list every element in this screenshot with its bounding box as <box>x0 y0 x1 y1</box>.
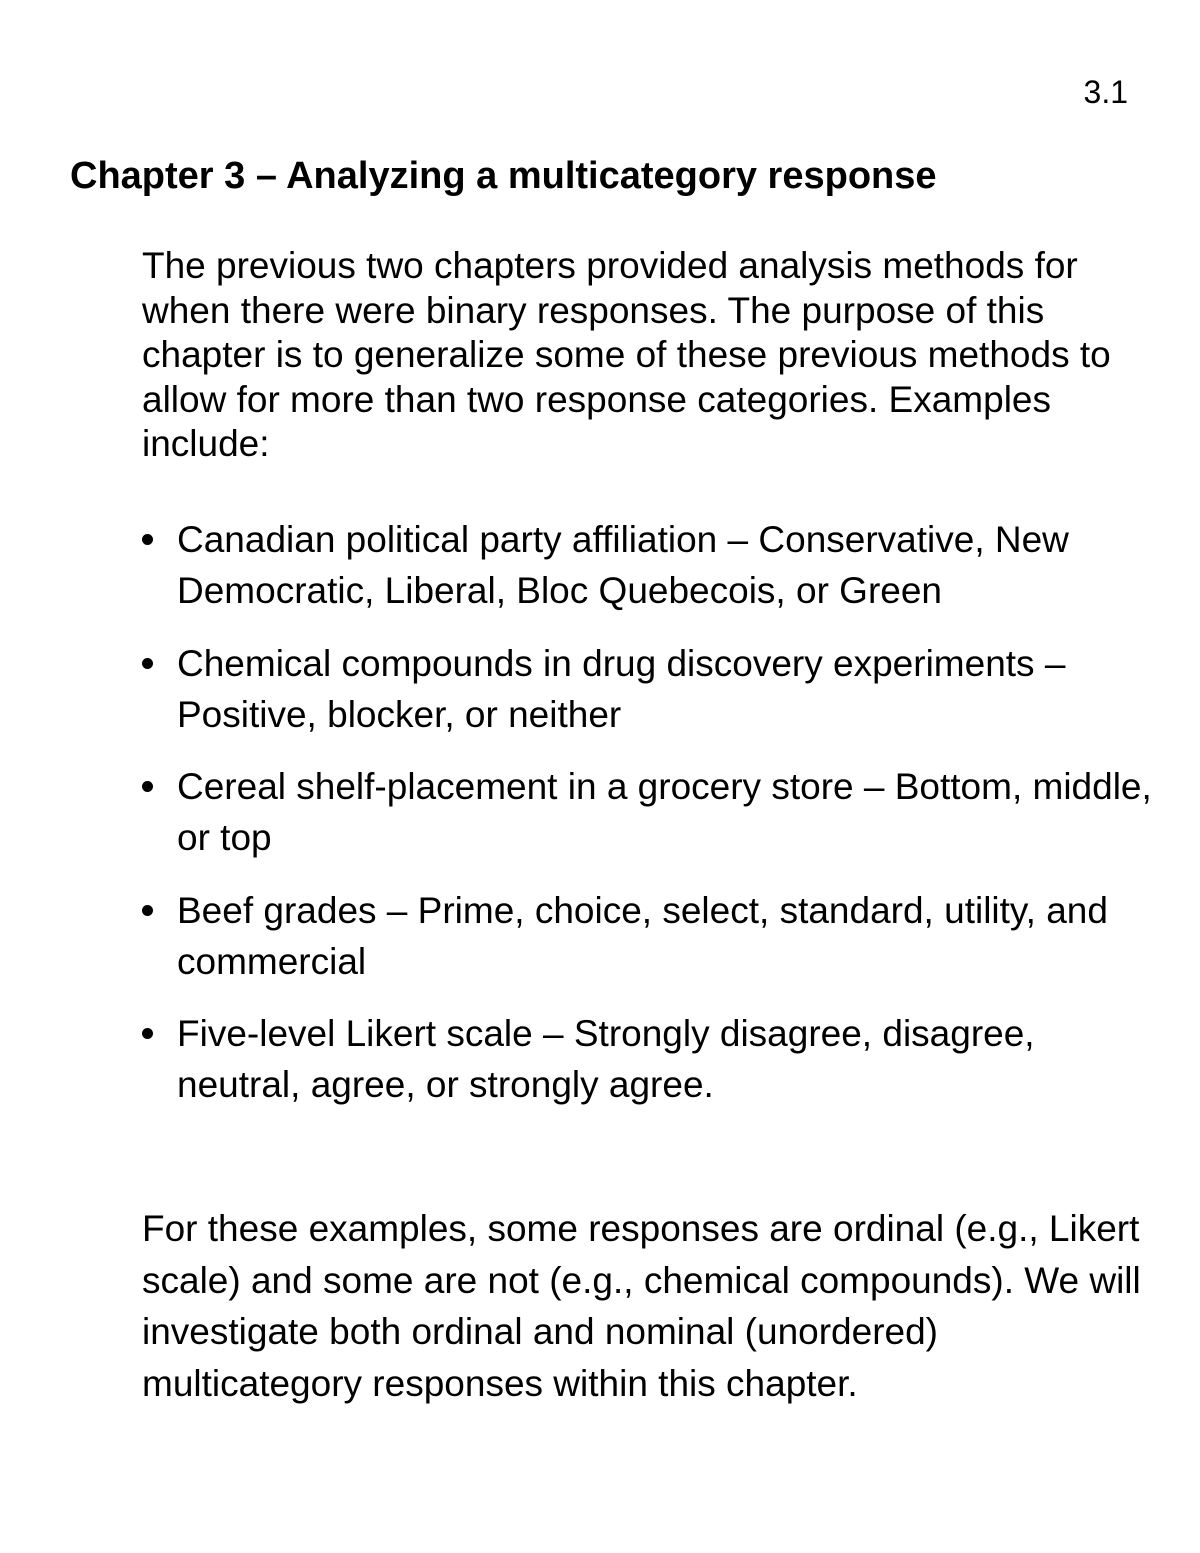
chapter-title: Chapter 3 – Analyzing a multicategory response <box>70 155 937 197</box>
bullet-icon <box>142 781 153 792</box>
list-item <box>142 514 1162 616</box>
bullet-icon <box>142 905 153 916</box>
bullet-icon <box>142 534 153 545</box>
bullet-icon <box>142 658 153 669</box>
intro-paragraph: The previous two chapters provided analysis methods for when there were binary responses. The purpose of this chapter is to generalize some of these previous methods to allow for more than two response categories. Examples include: <box>142 245 1111 464</box>
list-item <box>142 1008 1162 1110</box>
list-item <box>142 638 1162 740</box>
page-number: 3.1 <box>1083 74 1128 110</box>
list-item-text: Canadian political party affiliation – Conservative, New Democratic, Liberal, Bloc Quebecois, or Green <box>177 519 1069 611</box>
list-item-text: Chemical compounds in drug discovery experiments – Positive, blocker, or neither <box>177 642 1066 735</box>
list-item <box>142 761 1162 863</box>
examples-list <box>142 514 1162 1132</box>
list-item-text: Five-level Likert scale – Strongly disagree, disagree, neutral, agree, or strongly agree. <box>177 1013 1035 1105</box>
list-item <box>142 885 1162 987</box>
closing-paragraph: For these examples, some responses are ordinal (e.g., Likert scale) and some are not (e.g., chemical compounds). We will investigate both ordinal and nominal (unordered) multicategory responses within this chapter. <box>142 1208 1141 1404</box>
bullet-icon <box>142 1028 153 1039</box>
list-item-text: Beef grades – Prime, choice, select, standard, utility, and commercial <box>177 889 1108 982</box>
list-item-text: Cereal shelf-placement in a grocery store – Bottom, middle, or top <box>177 766 1152 858</box>
